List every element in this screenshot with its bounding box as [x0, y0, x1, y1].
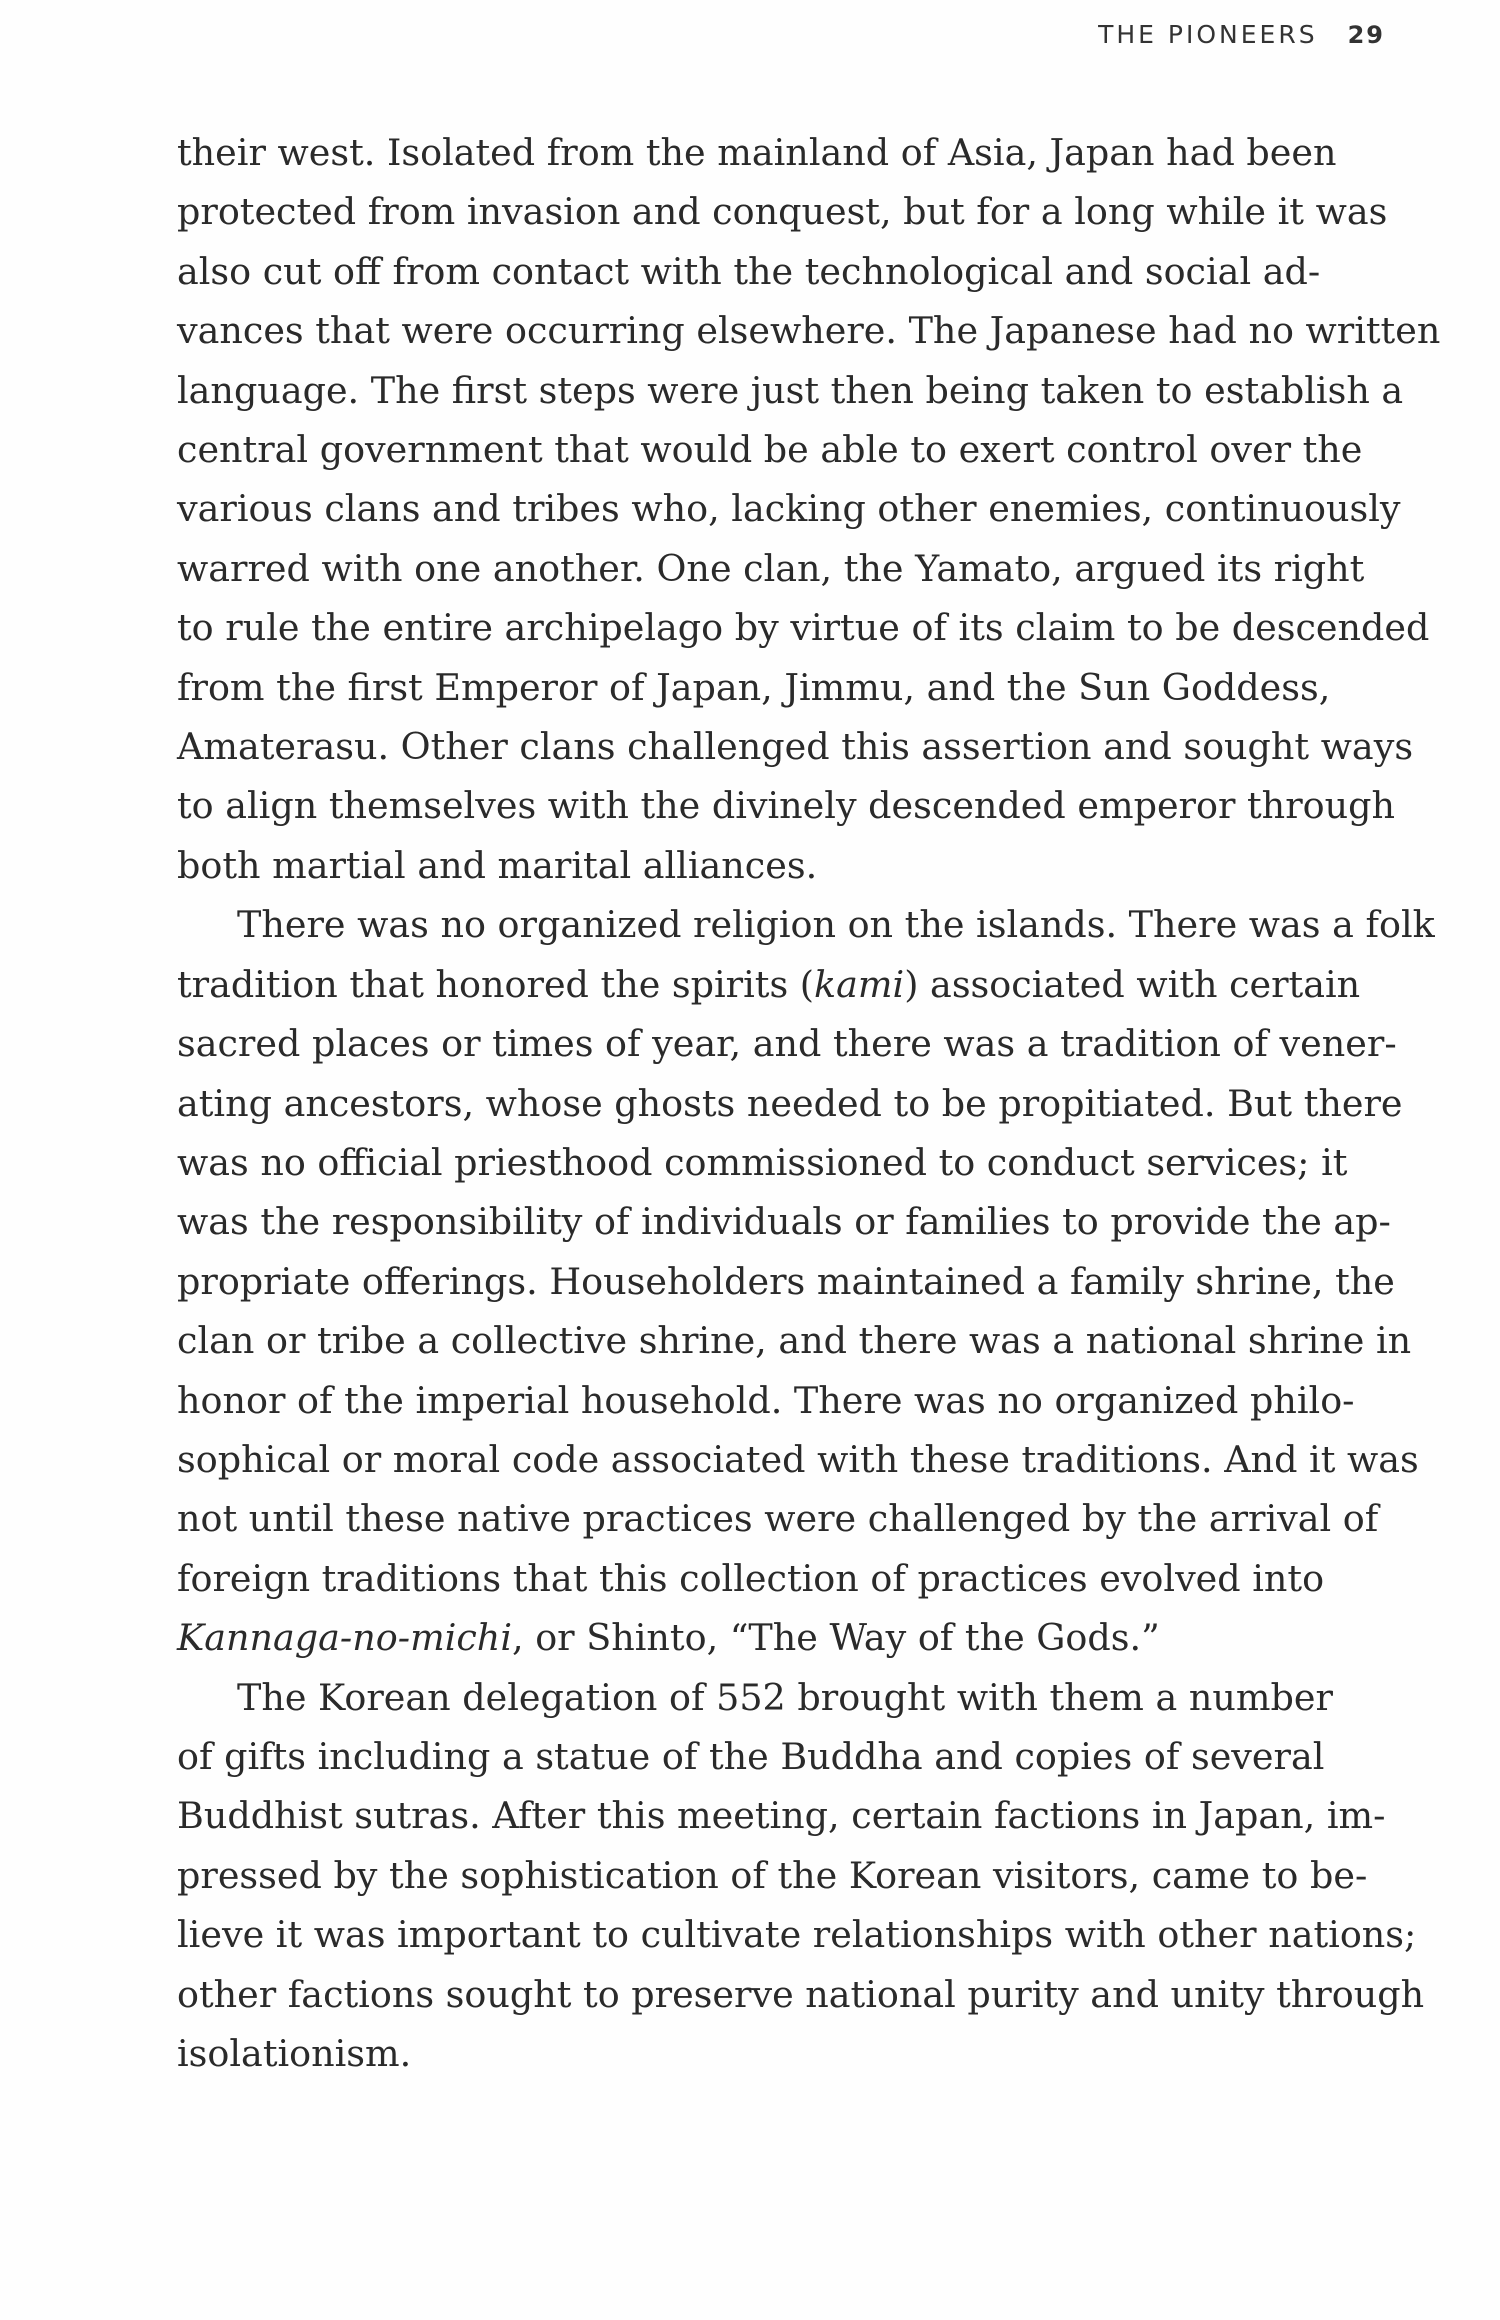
text-line: [177, 1252, 1395, 1311]
text-line: [177, 479, 1401, 538]
text-line: [177, 1668, 1333, 1727]
text-run: pressed by the sophistication of the Korean visitors, came to be-: [177, 1853, 1368, 1897]
text-line: [177, 1846, 1368, 1905]
text-run: isolationism.: [177, 2032, 412, 2075]
text-run: honor of the imperial household. There was no organized philo-: [177, 1378, 1355, 1422]
text-line: [177, 1905, 1417, 1964]
text-run: various clans and tribes who, lacking other enemies, continuously: [177, 487, 1401, 531]
text-run: ating ancestors, whose ghosts needed to be propitiated. But there: [177, 1081, 1403, 1125]
text-run: other factions sought to preserve national purity and unity through: [177, 1972, 1425, 2016]
italic-term: Kannaga-no-michi: [177, 1616, 512, 1660]
text-run: protected from invasion and conquest, but for a long while it was: [177, 190, 1388, 234]
text-line: [177, 1074, 1403, 1133]
text-run: The Korean delegation of 552 brought with them a number: [237, 1675, 1333, 1719]
text-run: ) associated with certain: [904, 962, 1361, 1006]
text-line: [177, 1489, 1379, 1548]
text-line: [177, 2024, 1302, 2083]
text-line: [177, 1608, 1302, 1667]
paragraph: [177, 1668, 1425, 2084]
text-line: [177, 1549, 1325, 1608]
text-run: also cut off from contact with the technological and social ad-: [177, 249, 1321, 293]
text-line: [177, 658, 1331, 717]
body-text: [177, 123, 1441, 2083]
running-header: [1098, 20, 1385, 49]
text-run: propriate offerings. Householders maintained a family shrine, the: [177, 1259, 1395, 1303]
text-run: was no official priesthood commissioned to conduct services; it: [177, 1140, 1348, 1184]
text-run: to align themselves with the divinely descended emperor through: [177, 784, 1395, 828]
text-run: of gifts including a statue of the Buddha and copies of several: [177, 1734, 1325, 1778]
text-line: [177, 242, 1321, 301]
text-line: [177, 539, 1365, 598]
paragraph: [177, 123, 1441, 895]
text-line: [177, 1727, 1325, 1786]
text-run: from the first Emperor of Japan, Jimmu, and the Sun Goddess,: [177, 665, 1331, 709]
text-line: [177, 1371, 1355, 1430]
text-line: [177, 123, 1337, 182]
text-line: [177, 1430, 1419, 1489]
text-line: [177, 1014, 1397, 1073]
text-line: [177, 955, 1361, 1014]
text-run: language. The first steps were just then being taken to establish a: [177, 368, 1404, 412]
text-run: vances that were occurring elsewhere. The Japanese had no written: [177, 309, 1441, 353]
italic-term: kami: [814, 962, 905, 1006]
text-run: Amaterasu. Other clans challenged this assertion and sought ways: [177, 725, 1414, 769]
text-line: [177, 420, 1363, 479]
text-run: Buddhist sutras. After this meeting, certain factions in Japan, im-: [177, 1794, 1386, 1838]
text-line: [177, 361, 1404, 420]
text-run: clan or tribe a collective shrine, and there was a national shrine in: [177, 1319, 1412, 1363]
text-line: [177, 598, 1430, 657]
text-line: [177, 1192, 1391, 1251]
text-run: There was no organized religion on the islands. There was a folk: [237, 903, 1435, 947]
text-run: foreign traditions that this collection of practices evolved into: [177, 1556, 1325, 1600]
text-line: [177, 836, 1302, 895]
running-title: THE PIONEERS: [1098, 20, 1318, 49]
text-run: central government that would be able to exert control over the: [177, 428, 1363, 472]
text-run: sophical or moral code associated with these traditions. And it was: [177, 1437, 1419, 1481]
text-run: not until these native practices were challenged by the arrival of: [177, 1497, 1379, 1541]
text-line: [177, 895, 1435, 954]
text-line: [177, 182, 1388, 241]
text-line: [177, 1965, 1425, 2024]
text-run: both martial and marital alliances.: [177, 843, 818, 887]
text-run: sacred places or times of year, and there was a tradition of vener-: [177, 1022, 1397, 1066]
text-line: [177, 1311, 1412, 1370]
text-run: to rule the entire archipelago by virtue of its claim to be descended: [177, 606, 1430, 650]
text-run: , or Shinto, “The Way of the Gods.”: [512, 1616, 1160, 1660]
text-line: [177, 1786, 1386, 1845]
text-run: was the responsibility of individuals or families to provide the ap-: [177, 1200, 1391, 1244]
text-run: tradition that honored the spirits (: [177, 962, 815, 1006]
text-line: [177, 1133, 1348, 1192]
text-line: [177, 776, 1395, 835]
text-line: [177, 717, 1414, 776]
page-number: 29: [1347, 21, 1385, 49]
text-line: [177, 301, 1441, 360]
text-run: warred with one another. One clan, the Yamato, argued its right: [177, 546, 1365, 590]
text-run: their west. Isolated from the mainland of Asia, Japan had been: [177, 131, 1337, 174]
text-run: lieve it was important to cultivate relationships with other nations;: [177, 1913, 1417, 1957]
paragraph: [177, 895, 1435, 1667]
